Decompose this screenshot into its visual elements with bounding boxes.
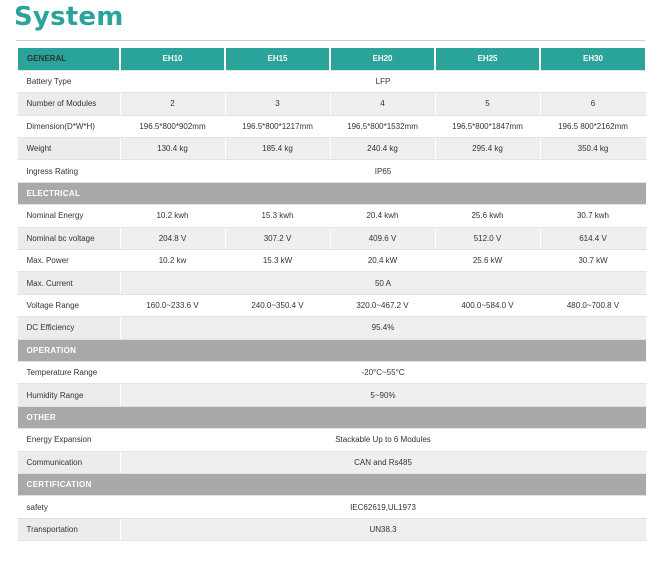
row-label: Nominal Energy [17,205,120,227]
table-row [17,250,646,272]
row-label: Battery Type [17,70,120,92]
value-cell-shared: IEC62619,UL1973 [120,496,646,518]
spec-table-body [17,48,646,541]
value-cell-shared: LFP [120,70,646,92]
value-cell: 320.0~467.2 V [330,294,435,316]
model-header-eh30: EH30 [540,48,646,70]
value-cell: 240.4 kg [330,138,435,160]
value-cell-shared: IP65 [120,160,646,182]
value-cell: 204.8 V [120,227,225,249]
table-row [17,518,646,540]
section-title: CERTIFICATION [17,473,646,495]
row-label: Weight [17,138,120,160]
model-header-eh15: EH15 [225,48,330,70]
value-cell: 2 [120,93,225,115]
value-cell: 160.0~233.6 V [120,294,225,316]
table-row [17,361,646,383]
section-title: OTHER [17,406,646,428]
value-cell: 10.2 kwh [120,205,225,227]
row-label: Communication [17,451,120,473]
table-row [17,160,646,182]
page-title: System [14,2,124,32]
row-label: Temperature Range [17,361,120,383]
value-cell: 15.3 kwh [225,205,330,227]
value-cell: 196.5*800*1847mm [435,115,540,137]
section-title: ELECTRICAL [17,182,646,204]
table-row [17,93,646,115]
value-cell-shared: 5~90% [120,384,646,406]
value-cell: 512.0 V [435,227,540,249]
row-label: Ingress Rating [17,160,120,182]
value-cell-shared: Stackable Up to 6 Modules [120,429,646,451]
value-cell: 307.2 V [225,227,330,249]
value-cell: 20.4 kwh [330,205,435,227]
row-label: Transportation [17,518,120,540]
value-cell: 30.7 kW [540,250,646,272]
row-label: Number of Modules [17,93,120,115]
table-row [17,70,646,92]
value-cell: 400.0~584.0 V [435,294,540,316]
section-row-other [17,406,646,428]
value-cell-shared: 50 A [120,272,646,294]
value-cell: 350.4 kg [540,138,646,160]
value-cell: 6 [540,93,646,115]
value-cell: 130.4 kg [120,138,225,160]
model-header-eh25: EH25 [435,48,540,70]
row-label: Nominal bc voltage [17,227,120,249]
value-cell: 30.7 kwh [540,205,646,227]
value-cell: 25.6 kwh [435,205,540,227]
table-row [17,384,646,406]
value-cell: 10.2 kw [120,250,225,272]
value-cell: 15.3 kW [225,250,330,272]
row-label: Energy Expansion [17,429,120,451]
table-row [17,227,646,249]
table-row [17,205,646,227]
row-label: Max. Current [17,272,120,294]
value-cell: 20.4 kW [330,250,435,272]
title-divider [16,40,645,41]
value-cell: 614.4 V [540,227,646,249]
section-row-electrical [17,182,646,204]
value-cell: 240.0~350.4 V [225,294,330,316]
row-label: Voltage Range [17,294,120,316]
value-cell: 196.5 800*2162mm [540,115,646,137]
value-cell-shared: CAN and Rs485 [120,451,646,473]
table-row [17,115,646,137]
value-cell-shared: 95.4% [120,317,646,339]
table-row [17,272,646,294]
value-cell: 196.5*800*902mm [120,115,225,137]
row-label: DC Efficiency [17,317,120,339]
spec-table [16,48,647,541]
section-header-general: GENERAL [17,48,120,70]
table-row [17,317,646,339]
section-title: OPERATION [17,339,646,361]
value-cell: 409.6 V [330,227,435,249]
table-row [17,138,646,160]
row-label: safety [17,496,120,518]
row-label: Humidity Range [17,384,120,406]
value-cell: 480.0~700.8 V [540,294,646,316]
table-row [17,451,646,473]
table-row [17,429,646,451]
section-row-operation [17,339,646,361]
value-cell: 4 [330,93,435,115]
value-cell: 196.5*800*1217mm [225,115,330,137]
model-header-eh20: EH20 [330,48,435,70]
value-cell: 196.5*800*1532mm [330,115,435,137]
table-row [17,294,646,316]
value-cell: 5 [435,93,540,115]
value-cell: 25.6 kW [435,250,540,272]
value-cell: 185.4 kg [225,138,330,160]
table-row [17,496,646,518]
row-label: Dimension(D*W*H) [17,115,120,137]
value-cell: 3 [225,93,330,115]
model-header-eh10: EH10 [120,48,225,70]
value-cell: 295.4 kg [435,138,540,160]
table-header-row [17,48,646,70]
section-row-certification [17,473,646,495]
row-label: Max. Power [17,250,120,272]
value-cell-shared: -20°C~55°C [120,361,646,383]
value-cell-shared: UN38.3 [120,518,646,540]
